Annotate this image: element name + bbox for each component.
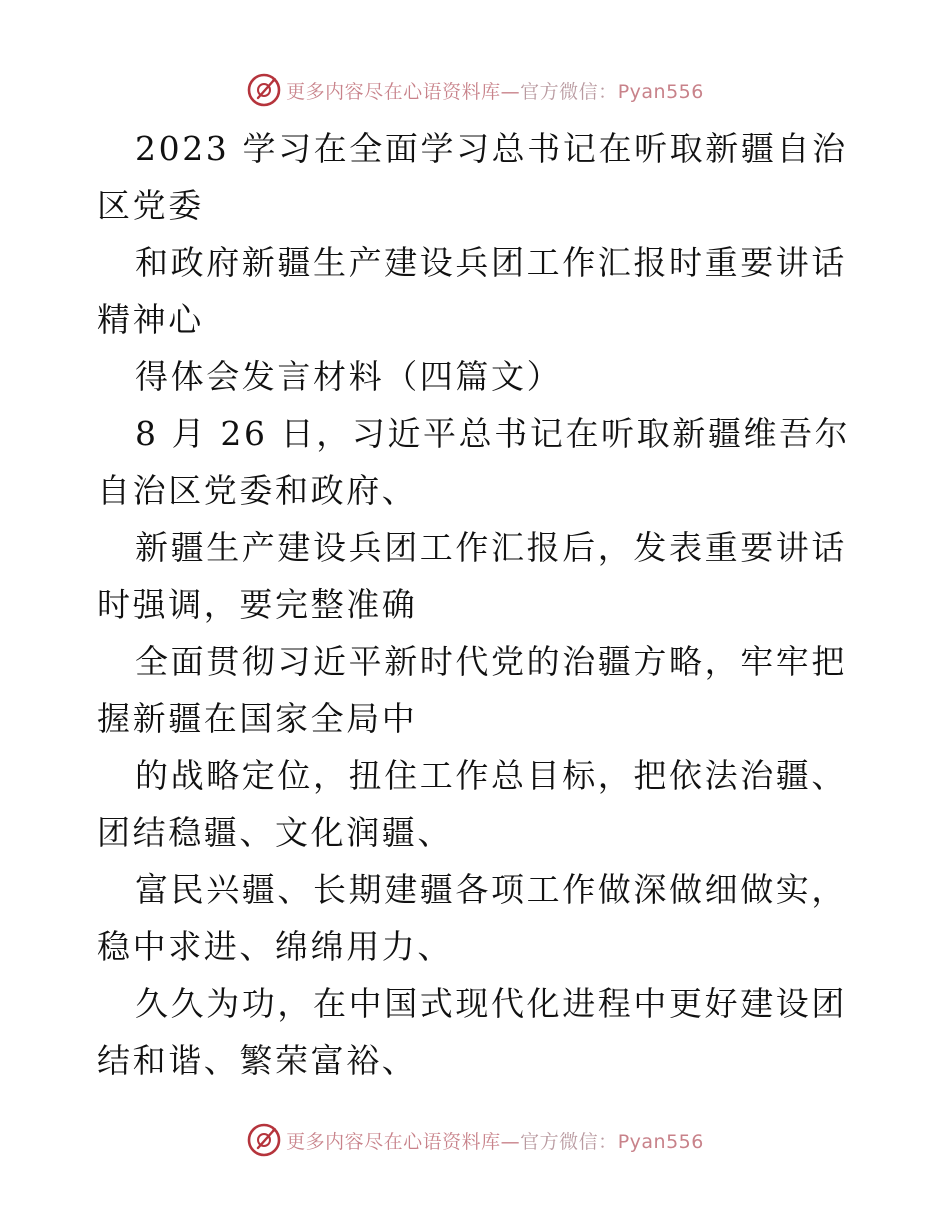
body-paragraph-6: 全面贯彻习近平新时代党的治疆方略，牢牢把握新疆在国家全局中: [97, 642, 847, 738]
brand-logo-icon: [246, 1122, 282, 1158]
header-watermark-banner: [0, 68, 950, 112]
footer-watermark-banner: [0, 1118, 950, 1162]
header-wechat-label: 官方微信：: [520, 80, 618, 103]
body-paragraph-8: 富民兴疆、长期建疆各项工作做深做细做实，稳中求进、绵绵用力、: [97, 870, 847, 966]
header-wechat-id: Pyan556: [617, 80, 704, 103]
header-brand-text: 更多内容尽在心语资料库: [286, 80, 501, 103]
body-paragraph-1: 2023 学习在全面学习总书记在听取新疆自治区党委: [97, 129, 848, 225]
footer-separator: —: [500, 1130, 521, 1153]
footer-wechat-id: Pyan556: [617, 1130, 704, 1153]
body-paragraph-2: 和政府新疆生产建设兵团工作汇报时重要讲话精神心: [97, 243, 847, 339]
body-paragraph-7: 的战略定位，扭住工作总目标，把依法治疆、团结稳疆、文化润疆、: [97, 756, 847, 852]
body-paragraph-5: 新疆生产建设兵团工作汇报后，发表重要讲话时强调，要完整准确: [97, 528, 847, 624]
footer-wechat-label: 官方微信：: [520, 1130, 618, 1153]
body-paragraph-9: 久久为功，在中国式现代化进程中更好建设团结和谐、繁荣富裕、: [97, 984, 847, 1080]
brand-logo-icon: [246, 72, 282, 108]
header-separator: —: [500, 80, 521, 103]
body-paragraph-3: 得体会发言材料（四篇文）: [135, 357, 563, 396]
footer-brand-text: 更多内容尽在心语资料库: [286, 1130, 501, 1153]
body-paragraph-4: 8 月 26 日，习近平总书记在听取新疆维吾尔自治区党委和政府、: [97, 414, 851, 510]
document-body: [97, 120, 857, 1089]
